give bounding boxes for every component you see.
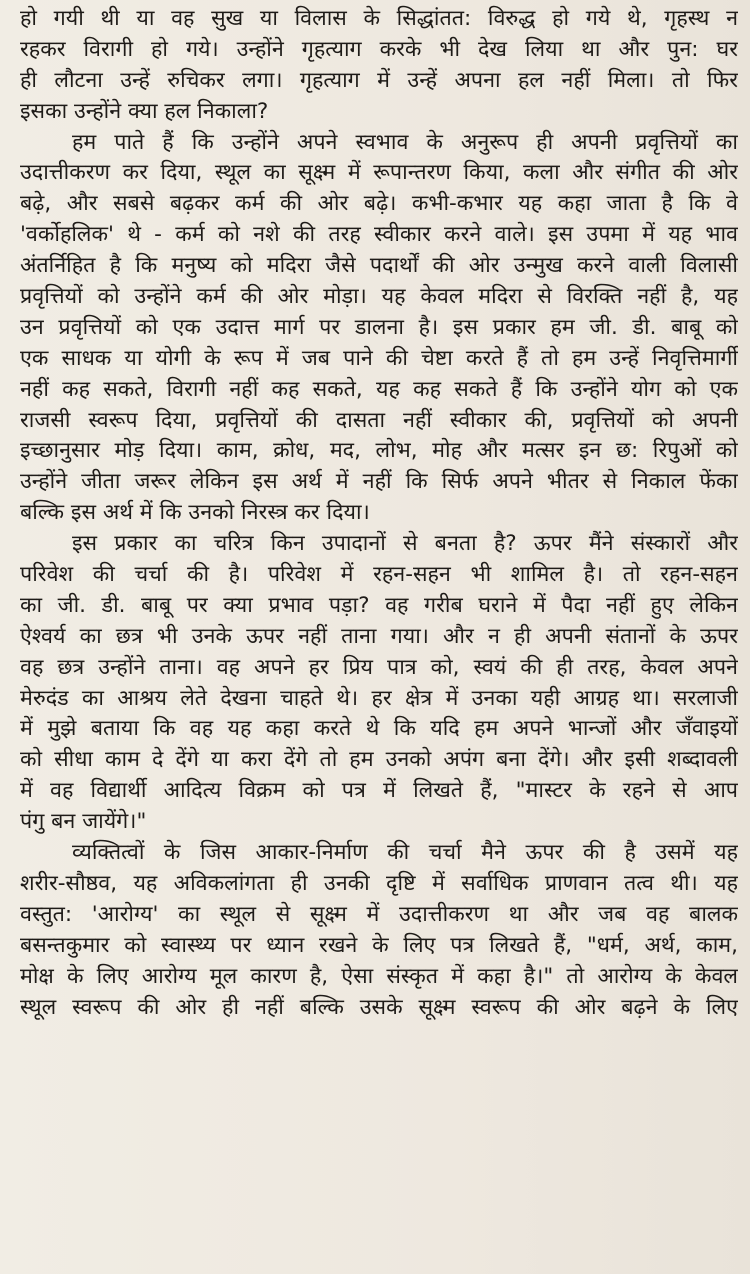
text-line: अंतर्निहित है कि मनुष्य को मदिरा जैसे पदार्थों की ओर उन्मुख करने वाली विलासी <box>20 253 738 279</box>
text-line: रहकर विरागी हो गये। उन्होंने गृहत्याग करके भी देख लिया था और पुन: घर <box>20 36 738 62</box>
text-line: मोक्ष के लिए आरोग्य मूल कारण है, ऐसा संस्कृत में कहा है।" तो आरोग्य के केवल <box>20 963 738 989</box>
text-line: नहीं कह सकते, विरागी नहीं कह सकते, यह कह सकते हैं कि उन्होंने योग को एक <box>20 376 738 402</box>
text-line: में वह विद्यार्थी आदित्य विक्रम को पत्र में लिखते हैं, "मास्टर के रहने से आप <box>20 778 738 804</box>
text-line: उन प्रवृत्तियों को एक उदात्त मार्ग पर डालना है। इस प्रकार हम जी. डी. बाबू को <box>20 314 738 340</box>
text-line: प्रवृत्तियों को उन्होंने कर्म की ओर मोड़ा। यह केवल मदिरा से विरक्ति नहीं है, यह <box>20 284 738 310</box>
text-line: परिवेश की चर्चा की है। परिवेश में रहन-सहन भी शामिल है। तो रहन-सहन <box>20 562 738 588</box>
text-line: उन्होंने जीता जरूर लेकिन इस अर्थ में नहीं कि सिर्फ अपने भीतर से निकाल फेंका <box>20 469 738 495</box>
text-line: हम पाते हैं कि उन्होंने अपने स्वभाव के अनुरूप ही अपनी प्रवृत्तियों का <box>72 129 738 155</box>
text-line: हो गयी थी या वह सुख या विलास के सिद्धांतत: विरुद्ध हो गये थे, गृहस्थ न <box>20 6 738 31</box>
text-line: पंगु बन जायेंगे।" <box>20 809 147 835</box>
text-line: को सीधा काम दे देंगे या करा देंगे तो हम उनको अपंग बना देंगे। और इसी शब्दावली <box>20 747 738 773</box>
text-line: बढ़े, और सबसे बढ़कर कर्म की ओर बढ़े। कभी-कभार यह कहा जाता है कि वे <box>20 191 738 217</box>
body-text <box>20 4 738 1023</box>
text-line: शरीर-सौष्ठव, यह अविकलांगता ही उनकी दृष्टि में सर्वाधिक प्राणवान तत्व थी। यह <box>20 870 738 896</box>
text-line: इच्छानुसार मोड़ दिया। काम, क्रोध, मद, लोभ, मोह और मत्सर इन छ: रिपुओं को <box>20 438 738 464</box>
text-line: उदात्तीकरण कर दिया, स्थूल का सूक्ष्म में रूपान्तरण किया, कला और संगीत की ओर <box>20 160 738 186</box>
text-line: स्थूल स्वरूप की ओर ही नहीं बल्कि उसके सूक्ष्म स्वरूप की ओर बढ़ने के लिए <box>20 994 738 1020</box>
text-line: ऐश्वर्य का छत्र भी उनके ऊपर नहीं ताना गया। और न ही अपनी संतानों के ऊपर <box>20 623 738 649</box>
text-line: मेरुदंड का आश्रय लेते देखना चाहते थे। हर क्षेत्र में उनका यही आग्रह था। सरलाजी <box>20 685 738 711</box>
text-line: बसन्तकुमार को स्वास्थ्य पर ध्यान रखने के लिए पत्र लिखते हैं, "धर्म, अर्थ, काम, <box>20 932 738 958</box>
text-line: राजसी स्वरूप दिया, प्रवृत्तियों की दासता नहीं स्वीकार की, प्रवृत्तियों को अपनी <box>20 407 738 433</box>
text-line: एक साधक या योगी के रूप में जब पाने की चेष्टा करते हैं तो हम उन्हें निवृत्तिमार्गी <box>20 345 738 371</box>
text-line: 'वर्कोहलिक' थे - कर्म को नशे की तरह स्वीकार करने वाले। इस उपमा में यह भाव <box>20 222 738 248</box>
text-line: इसका उन्होंने क्या हल निकाला? <box>20 98 269 124</box>
text-line: का जी. डी. बाबू पर क्या प्रभाव पड़ा? वह गरीब घराने में पैदा नहीं हुए लेकिन <box>20 592 738 618</box>
text-line: वह छत्र उन्होंने ताना। वह अपने हर प्रिय पात्र को, स्वयं की ही तरह, केवल अपने <box>20 654 738 680</box>
text-line: बल्कि इस अर्थ में कि उनको निरस्त्र कर दिया। <box>20 500 370 526</box>
text-line: ही लौटना उन्हें रुचिकर लगा। गृहत्याग में उन्हें अपना हल नहीं मिला। तो फिर <box>20 67 738 93</box>
text-line: व्यक्तित्वों के जिस आकार-निर्माण की चर्चा मैने ऊपर की है उसमें यह <box>72 840 738 866</box>
text-line: में मुझे बताया कि वह यह कहा करते थे कि यदि हम अपने भान्जों और जँवाइयों <box>20 716 738 742</box>
text-line: इस प्रकार का चरित्र किन उपादानों से बनता है? ऊपर मैंने संस्कारों और <box>72 531 738 557</box>
text-line: वस्तुत: 'आरोग्य' का स्थूल से सूक्ष्म में उदात्तीकरण था और जब वह बालक <box>20 901 738 927</box>
